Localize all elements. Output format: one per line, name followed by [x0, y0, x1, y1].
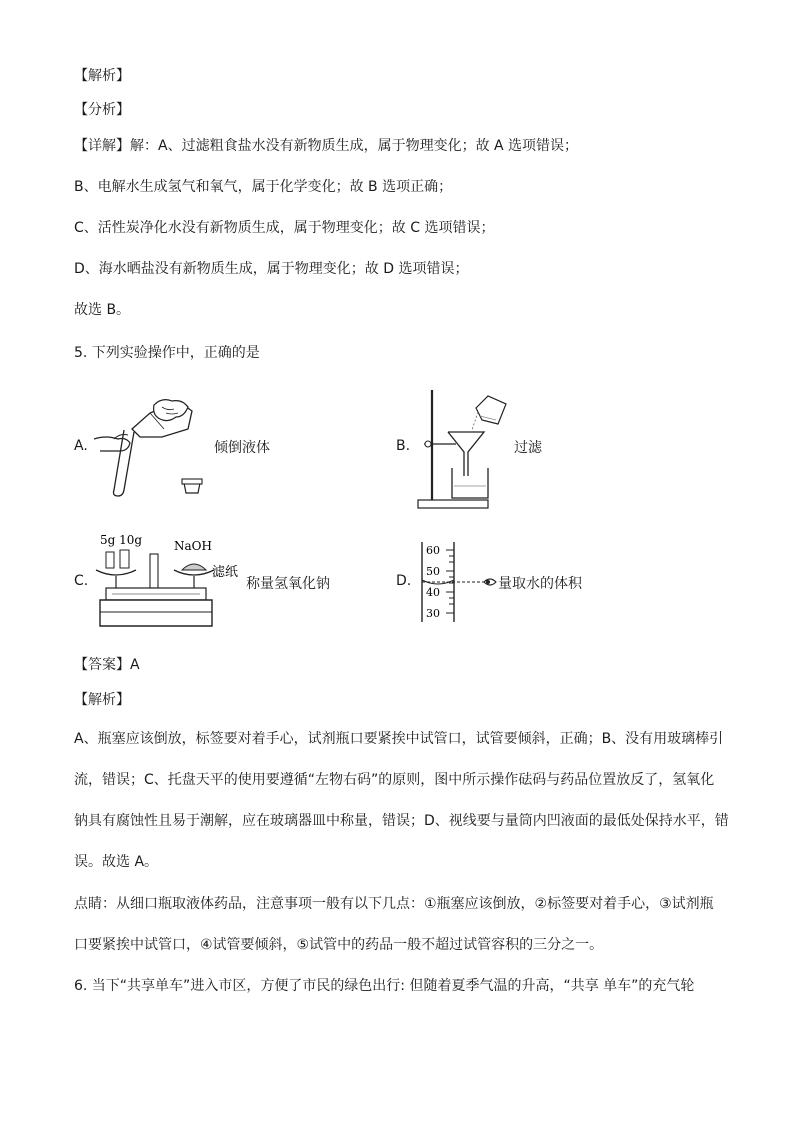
analysis-line-1: A、瓶塞应该倒放，标签要对着手心，试剂瓶口要紧挨中试管口，试管要倾斜，正确；B、没有用玻璃棒引	[74, 731, 724, 747]
option-a-letter: A.	[74, 438, 88, 454]
detail-text-1: 解：A、过滤粗食盐水没有新物质生成，属于物理变化；故 A 选项错误；	[130, 138, 579, 154]
naoh-label: NaOH	[174, 539, 212, 553]
option-b-letter: B.	[396, 438, 411, 454]
conclusion: 故选 B。	[74, 302, 131, 318]
detail-line-3: C、活性炭净化水没有新物质生成，属于物理变化；故 C 选项错误；	[74, 220, 495, 236]
option-a-caption: 倾倒液体	[214, 440, 270, 456]
option-d-letter: D.	[396, 573, 412, 589]
question-6-stem: 6. 当下“共享单车”进入市区，方便了市民的绿色出行: 但随着夏季气温的升高，“共享 单车”的充气轮	[74, 978, 695, 994]
balance-figure	[92, 530, 244, 630]
pour-liquid-figure	[92, 395, 212, 497]
analysis-line-4: 误。故选 A。	[74, 854, 159, 870]
tip-line-1: 点睛：从细口瓶取液体药品，注意事项一般有以下几点：①瓶塞应该倒放，②标签要对着手心，③试剂瓶	[74, 896, 714, 912]
detail-line-1	[74, 136, 578, 156]
filtration-figure	[412, 386, 512, 512]
tick-30: 30	[426, 607, 440, 620]
option-b-caption: 过滤	[514, 440, 542, 456]
option-c-caption: 称量氢氧化钠	[246, 576, 330, 592]
jiexi-heading: 【解析】	[74, 68, 130, 84]
weights-label: 5g 10g	[100, 533, 143, 547]
option-c-letter: C.	[74, 573, 89, 589]
detail-line-2: B、电解水生成氢气和氧气，属于化学变化；故 B 选项正确；	[74, 179, 453, 195]
detail-label: 【详解】	[74, 138, 130, 154]
fenxi-heading: 【分析】	[74, 102, 130, 118]
filter-paper-label: 滤纸	[212, 565, 239, 580]
cylinder-figure	[418, 540, 498, 624]
tick-40: 40	[426, 586, 440, 599]
analysis-heading: 【解析】	[74, 692, 130, 708]
tip-line-2: 口要紧挨中试管口，④试管要倾斜，⑤试管中的药品一般不超过试管容积的三分之一。	[74, 937, 604, 953]
tick-60: 60	[426, 544, 440, 557]
question-5-stem: 5. 下列实验操作中，正确的是	[74, 345, 260, 361]
tick-50: 50	[426, 565, 440, 578]
detail-line-4: D、海水晒盐没有新物质生成，属于物理变化；故 D 选项错误；	[74, 261, 469, 277]
answer-label: 【答案】	[74, 657, 130, 673]
analysis-line-3: 钠具有腐蚀性且易于潮解，应在玻璃器皿中称量，错误；D、视线要与量筒内凹液面的最低处保持水平，错	[74, 813, 729, 829]
analysis-line-2: 流，错误；C、托盘天平的使用要遵循“左物右码”的原则，图中所示操作砝码与药品位置放反了，氢氧化	[74, 772, 715, 788]
answer-line	[74, 655, 140, 675]
option-d-caption: 量取水的体积	[498, 576, 582, 592]
answer-value: A	[130, 657, 140, 673]
